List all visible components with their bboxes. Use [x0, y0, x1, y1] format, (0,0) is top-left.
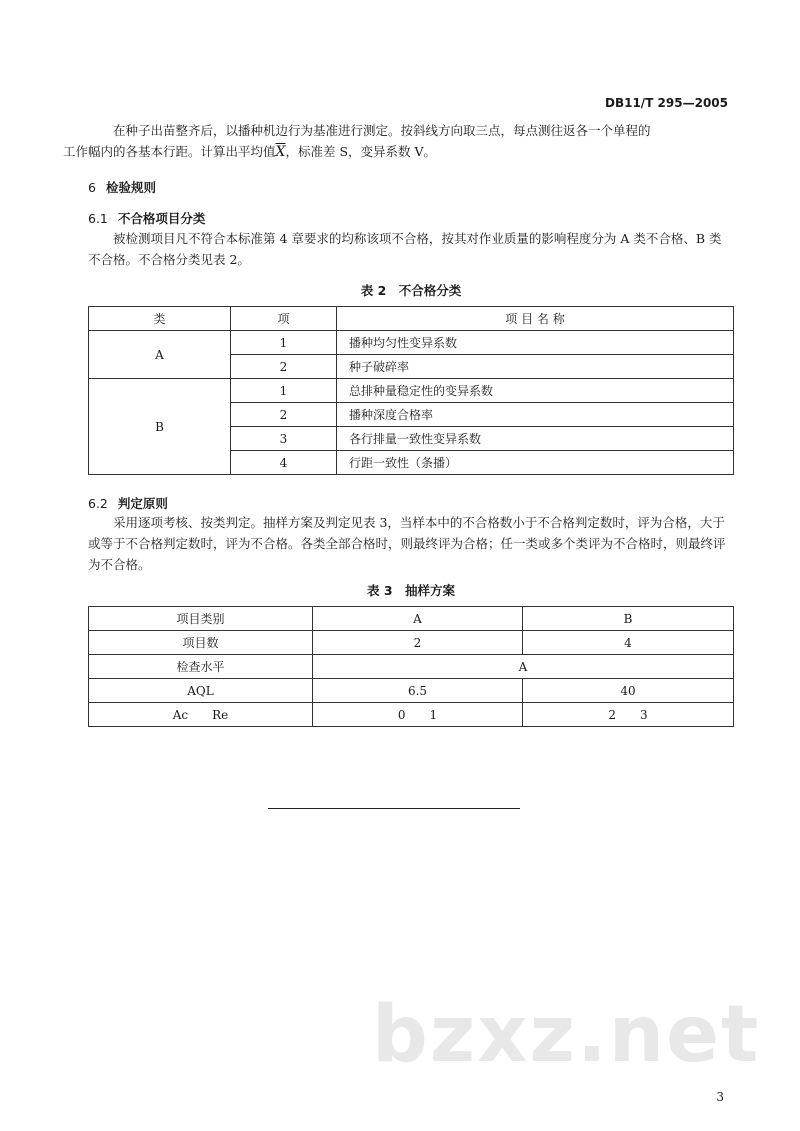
table-3-value-merged: A — [313, 655, 734, 679]
section-6-1-text: 被检测项目凡不符合本标准第 4 章要求的均称该项不合格，按其对作业质量的影响程度分为 A 类不合格、B 类不合格。不合格分类见表 2。 — [88, 231, 722, 267]
table-cell-no: 4 — [231, 451, 337, 475]
table-cell-no: 1 — [231, 379, 337, 403]
table-3-title: 表 3 抽样方案 — [366, 583, 456, 598]
section-6-title: 检验规则 — [105, 180, 156, 195]
intro-paragraph — [63, 120, 728, 163]
table-row — [89, 679, 734, 703]
table-2-class-b: B — [89, 379, 231, 475]
table-cell-name: 种子破碎率 — [337, 355, 734, 379]
table-cell-name: 播种深度合格率 — [337, 403, 734, 427]
page-number: 3 — [716, 1090, 724, 1104]
mean-x-symbol: $\overline{X}$ — [275, 144, 286, 160]
section-6-2-title: 判定原则 — [117, 496, 168, 511]
table-cell-no: 2 — [231, 403, 337, 427]
table-3-value-a: 0 1 — [313, 703, 523, 727]
table-2-header-class: 类 — [89, 307, 231, 331]
section-6-2-heading — [88, 494, 168, 512]
standard-code: DB11/T 295—2005 — [605, 96, 728, 110]
table-3-value-a: A — [313, 607, 523, 631]
table-row — [89, 703, 734, 727]
section-6-heading — [88, 178, 156, 196]
section-6-number: 6 — [88, 180, 96, 195]
section-6-1-title: 不合格项目分类 — [117, 211, 206, 226]
section-6-2-number: 6.2 — [88, 496, 108, 511]
table-cell-no: 2 — [231, 355, 337, 379]
section-6-1-heading — [88, 209, 205, 227]
intro-line-1: 在种子出苗整齐后，以播种机边行为基准进行测定。按斜线方向取三点，每点测往返各一个单程的 — [113, 123, 651, 138]
table-cell-name: 播种均匀性变异系数 — [337, 331, 734, 355]
table-row — [89, 607, 734, 631]
table-row — [89, 631, 734, 655]
table-3-label: Ac Re — [89, 703, 313, 727]
table-2 — [88, 306, 734, 475]
table-cell-name: 行距一致性（条播） — [337, 451, 734, 475]
intro-line-2-post: ，标准差 S，变异系数 V。 — [285, 144, 437, 159]
end-rule — [268, 808, 520, 809]
table-3-label: 检查水平 — [89, 655, 313, 679]
table-2-header-name: 项 目 名 称 — [337, 307, 734, 331]
table-cell-name: 各行排量一致性变异系数 — [337, 427, 734, 451]
table-row — [89, 379, 734, 403]
table-3-value-b: 40 — [523, 679, 734, 703]
table-3-label: 项目类别 — [89, 607, 313, 631]
table-row — [89, 655, 734, 679]
table-3-value-a: 6.5 — [313, 679, 523, 703]
intro-line-2-pre: 工作幅内的各基本行距。计算出平均值 — [63, 144, 276, 159]
section-6-2-text: 采用逐项考核、按类判定。抽样方案及判定见表 3，当样本中的不合格数小于不合格判定数时，评为合格，大于或等于不合格判定数时，评为不合格。各类全部合格时，则最终评为合格；任一类或多个类评为不合格时，则最终评为不合格。 — [88, 515, 726, 572]
watermark: bzxz.net — [372, 990, 761, 1080]
table-3-label: AQL — [89, 679, 313, 703]
table-2-class-a: A — [89, 331, 231, 379]
section-6-1-number: 6.1 — [88, 211, 108, 226]
table-cell-name: 总排种量稳定性的变异系数 — [337, 379, 734, 403]
table-2-title: 表 2 不合格分类 — [360, 283, 462, 298]
table-cell-no: 1 — [231, 331, 337, 355]
table-3 — [88, 606, 734, 727]
table-2-header-row — [89, 307, 734, 331]
table-3-value-b: 2 3 — [523, 703, 734, 727]
table-3-value-a: 2 — [313, 631, 523, 655]
table-3-value-b: B — [523, 607, 734, 631]
table-2-header-item: 项 — [231, 307, 337, 331]
table-3-value-b: 4 — [523, 631, 734, 655]
table-cell-no: 3 — [231, 427, 337, 451]
table-3-label: 项目数 — [89, 631, 313, 655]
table-row — [89, 331, 734, 355]
